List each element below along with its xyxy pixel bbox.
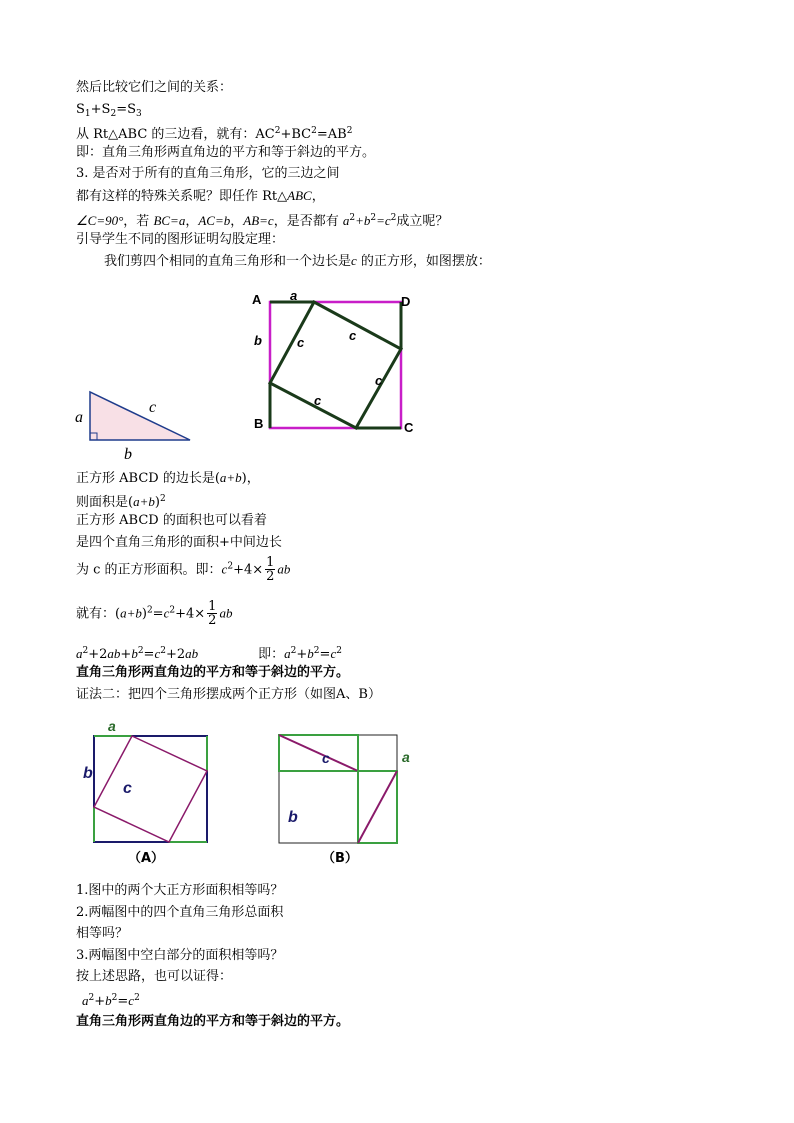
math: b xyxy=(307,646,314,661)
text: ) xyxy=(141,606,147,622)
text-line: 然后比较它们之间的关系： xyxy=(76,80,233,95)
superscript: 2 xyxy=(146,605,153,616)
text-line: 证法二：把四个三角形摆成两个正方形（如图A、B） xyxy=(76,687,381,702)
text: = xyxy=(152,606,164,622)
math: ABC xyxy=(287,188,312,203)
math: ab xyxy=(185,646,199,661)
text: 成立呢？ xyxy=(396,214,449,229)
text-line: 正方形 ABCD 的面积也可以看着 xyxy=(76,513,267,528)
side-b-label: b xyxy=(124,446,132,463)
subscript: 3 xyxy=(136,109,142,119)
math: b xyxy=(131,646,138,661)
text: ) xyxy=(154,495,160,510)
theorem-statement: 直角三角形两直角边的平方和等于斜边的平方。 xyxy=(76,665,350,680)
math: b xyxy=(105,993,112,1008)
text-line-formula xyxy=(76,643,342,663)
figure-a xyxy=(80,715,220,865)
math: AC=b xyxy=(198,213,231,228)
math: ab xyxy=(219,605,233,621)
math: c xyxy=(128,993,135,1008)
right-triangle xyxy=(90,392,190,440)
text: + xyxy=(296,647,308,662)
text-line-formula xyxy=(76,600,232,628)
corner-a-label: A xyxy=(252,292,262,307)
text: 我们剪四个相同的直角三角形和一个边长是 xyxy=(104,254,352,269)
text: S xyxy=(76,102,85,117)
math: a xyxy=(342,213,350,228)
math: c xyxy=(163,605,170,621)
text-line-formula xyxy=(82,990,140,1010)
text-line xyxy=(76,188,325,205)
superscript: 2 xyxy=(274,126,281,136)
text: 为 c 的正方形面积。即： xyxy=(76,562,222,578)
text: =AB xyxy=(316,127,347,142)
text-line-abc xyxy=(76,123,352,143)
text: 都有这样的特殊关系呢？即任作 Rt△ xyxy=(76,189,288,204)
figure-a-label-a: a xyxy=(108,718,116,734)
text: 就有：( xyxy=(76,606,121,622)
math: ∠C=90° xyxy=(76,213,124,228)
superscript: 2 xyxy=(349,213,356,223)
text: = xyxy=(117,994,129,1009)
superscript: 2 xyxy=(88,993,95,1003)
text: +4× xyxy=(175,606,206,622)
right-triangle-figure xyxy=(60,380,210,470)
text: + xyxy=(120,647,132,662)
text: 则面积是( xyxy=(76,495,134,510)
denominator: 2 xyxy=(208,613,217,628)
superscript: 2 xyxy=(311,126,317,136)
label-b: b xyxy=(254,333,262,348)
text: 的正方形，如图摆放： xyxy=(356,254,491,269)
figure-a-square xyxy=(94,736,207,842)
question-2-cont: 相等吗？ xyxy=(76,926,129,941)
text-line: 即：直角三角形两直角边的平方和等于斜边的平方。 xyxy=(76,145,376,160)
math: AB=c xyxy=(243,213,274,228)
figure-b-label-a: a xyxy=(402,749,410,765)
math: c xyxy=(330,646,337,661)
math: c xyxy=(351,253,357,268)
corner-c-label: C xyxy=(404,420,414,435)
corner-b-label: B xyxy=(254,416,264,431)
text: 从 Rt△ABC 的三边看，就有：AC xyxy=(76,127,275,142)
text: =S xyxy=(116,102,136,117)
superscript: 2 xyxy=(134,993,140,1003)
text-line: 是四个直角三角形的面积+中间边长 xyxy=(76,535,282,550)
math: ab xyxy=(107,646,121,661)
denominator: 2 xyxy=(266,569,275,584)
text: ， xyxy=(311,189,325,204)
text: = xyxy=(143,647,155,662)
text: 正方形 ABCD 的边长是( xyxy=(76,471,220,486)
numerator: 1 xyxy=(266,555,275,570)
math: a xyxy=(76,646,83,661)
text: )， xyxy=(241,471,260,486)
math: c xyxy=(154,646,161,661)
math: =c xyxy=(376,213,391,228)
text-line xyxy=(76,470,260,487)
text: +4× xyxy=(233,562,264,578)
question-3: 3.两幅图中空白部分的面积相等吗？ xyxy=(76,948,284,963)
math: a+b xyxy=(219,470,242,485)
theorem-statement: 直角三角形两直角边的平方和等于斜边的平方。 xyxy=(76,1014,350,1029)
side-a-label: a xyxy=(75,409,83,426)
fraction xyxy=(207,600,217,628)
figure-b-label-c: c xyxy=(322,750,330,766)
math: a xyxy=(284,646,291,661)
math: BC=a xyxy=(153,213,186,228)
text: = xyxy=(319,647,331,662)
math: a+b xyxy=(133,494,155,509)
text-line: 按上述思路，也可以证得： xyxy=(76,969,233,984)
superscript: 2 xyxy=(336,646,342,656)
figure-b-label-b: b xyxy=(288,809,298,826)
inner-square xyxy=(270,302,401,428)
figure-b-caption: （B） xyxy=(322,851,358,866)
numerator: 1 xyxy=(208,599,217,614)
text: ，是否都有 xyxy=(273,214,343,229)
label-c-bottom: c xyxy=(314,393,322,408)
corner-d-label: D xyxy=(401,294,411,309)
superscript: 2 xyxy=(227,561,234,572)
outer-square xyxy=(270,302,401,428)
math: a+b xyxy=(120,605,142,621)
label-c-right: c xyxy=(375,373,383,388)
text: +2 xyxy=(165,647,186,662)
fraction xyxy=(265,556,275,584)
superscript: 2 xyxy=(390,213,397,223)
text-line: 引导学生不同的图形证明勾股定理： xyxy=(76,232,285,247)
question-1: 1.图中的两个大正方形面积相等吗？ xyxy=(76,883,284,898)
text: ， xyxy=(185,214,199,229)
superscript: 2 xyxy=(160,646,166,656)
math: +b xyxy=(355,213,371,228)
superscript: 2 xyxy=(290,646,297,656)
text-line-s-sum xyxy=(76,102,142,122)
superscript: 2 xyxy=(137,646,144,656)
figure-b xyxy=(270,715,430,865)
superscript: 2 xyxy=(313,646,320,656)
figure-b-right-diagonal xyxy=(358,771,397,843)
text: + xyxy=(94,994,106,1009)
superscript: 2 xyxy=(346,126,353,136)
text-line xyxy=(104,253,491,270)
question-2: 2.两幅图中的四个直角三角形总面积 xyxy=(76,905,284,920)
text: ，若 xyxy=(123,214,154,229)
label-c-top: c xyxy=(349,328,357,343)
side-c-label: c xyxy=(149,399,157,416)
figure-a-inner-square xyxy=(94,736,207,842)
superscript: 2 xyxy=(82,646,89,656)
superscript: 2 xyxy=(169,605,176,616)
superscript: 2 xyxy=(159,494,166,504)
figure-b-top-diagonal xyxy=(279,735,358,771)
superscript: 2 xyxy=(111,993,118,1003)
subscript: 1 xyxy=(84,109,91,119)
math: a xyxy=(82,993,89,1008)
superscript: 2 xyxy=(370,213,377,223)
text: +S xyxy=(90,102,111,117)
subscript: 2 xyxy=(110,109,117,119)
text: +BC xyxy=(280,127,312,142)
figure-b-outer-square xyxy=(279,735,397,843)
math: c xyxy=(221,561,228,577)
figure-a-caption: （A） xyxy=(128,851,165,866)
label-c-left: c xyxy=(297,335,305,350)
label-a: a xyxy=(290,288,298,303)
text-line-question xyxy=(76,210,448,230)
text: +2 xyxy=(88,647,108,662)
text-line xyxy=(76,491,166,511)
text: ， xyxy=(230,214,244,229)
text-line-formula xyxy=(76,556,290,584)
square-abcd-figure xyxy=(250,285,420,440)
text: 即： xyxy=(258,647,285,662)
text-line: 3. 是否对于所有的直角三角形，它的三边之间 xyxy=(76,166,340,181)
math: ab xyxy=(277,561,291,577)
figure-a-label-b: b xyxy=(83,765,93,782)
figure-a-label-c: c xyxy=(123,780,132,797)
